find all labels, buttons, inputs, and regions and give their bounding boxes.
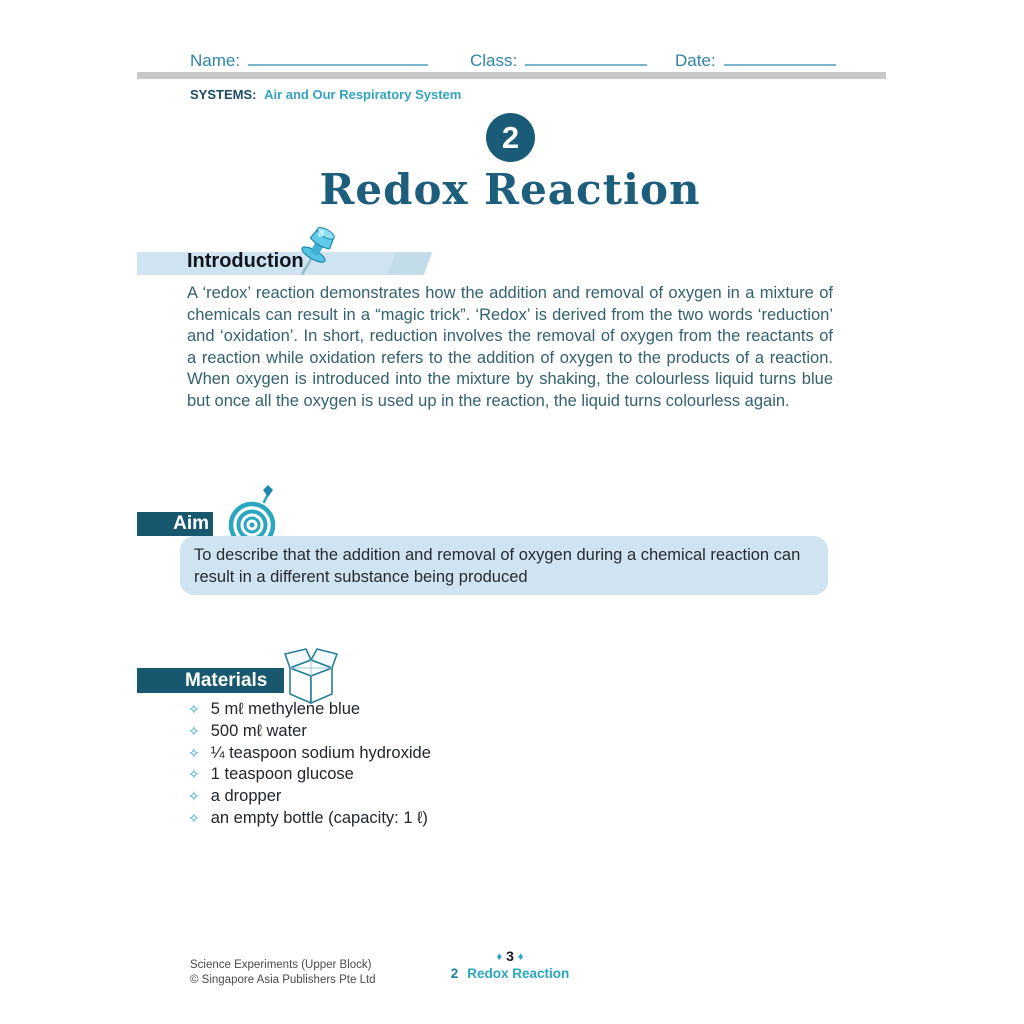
diamond-bullet-icon: ✧ xyxy=(188,809,200,826)
strand-prefix: SYSTEMS: xyxy=(190,87,257,102)
diamond-bullet-icon: ✧ xyxy=(188,788,200,805)
material-text: a dropper xyxy=(210,787,282,806)
materials-list xyxy=(188,699,431,830)
footer-chapter-title: Redox Reaction xyxy=(467,966,570,981)
list-item xyxy=(188,764,431,786)
page-title: Redox Reaction xyxy=(319,165,701,214)
name-field xyxy=(190,51,428,71)
series-title: Science Experiments (Upper Block) xyxy=(190,959,372,971)
diamond-bullet-icon: ✧ xyxy=(188,701,200,717)
name-label: Name: xyxy=(190,51,241,70)
header-divider-bar xyxy=(137,72,886,79)
strand-line xyxy=(190,87,461,102)
pushpin-icon xyxy=(282,217,348,287)
imprint xyxy=(190,958,376,987)
diamond-icon: ♦ xyxy=(496,951,503,963)
material-text: an empty bottle (capacity: 1 ℓ) xyxy=(210,808,428,827)
class-field xyxy=(470,51,647,71)
diamond-bullet-icon: ✧ xyxy=(188,744,200,761)
class-blank-line xyxy=(525,53,647,66)
materials-header-bar: Materials xyxy=(137,668,284,693)
material-text: 5 mℓ methylene blue xyxy=(210,700,361,718)
footer-chapter-number: 2 xyxy=(450,966,459,981)
material-text: 1 teaspoon glucose xyxy=(210,765,354,784)
page-number: 3 xyxy=(506,948,514,964)
date-blank-line xyxy=(724,53,836,66)
list-item xyxy=(188,699,431,721)
introduction-paragraph: A ‘redox’ reaction demonstrates how the addition and removal of oxygen in a mixture of chemicals can result in a “magic trick”. ‘Redox’ is derived from the two words ‘reduction’ and ‘oxidation’. In short, reduction involves the removal of oxygen from the reactants of a reaction while oxidation refers to the addition of oxygen to the products of a reaction. When oxygen is introduced into the mixture by shaking, the colourless liquid turns blue but once all the oxygen is used up in the reaction, the liquid turns colourless again. xyxy=(187,284,833,410)
footer-chapter-row xyxy=(410,966,610,981)
introduction-heading: Introduction xyxy=(187,250,304,272)
date-field xyxy=(675,51,836,71)
list-item xyxy=(188,721,431,743)
strand-topic: Air and Our Respiratory System xyxy=(264,87,462,102)
list-item xyxy=(188,743,431,765)
list-item xyxy=(188,808,431,830)
material-text: 500 mℓ water xyxy=(210,721,307,740)
name-blank-line xyxy=(248,53,428,66)
footer-center xyxy=(410,948,610,981)
date-label: Date: xyxy=(675,51,716,70)
aim-header-bar: Aim xyxy=(137,512,213,536)
material-text: ¼ teaspoon sodium hydroxide xyxy=(210,743,431,762)
diamond-bullet-icon: ✧ xyxy=(188,722,200,739)
introduction-header-bar-tail xyxy=(388,252,432,275)
copyright-line: © Singapore Asia Publishers Pte Ltd xyxy=(190,973,376,986)
page-number-row xyxy=(410,948,610,964)
aim-statement-box: To describe that the addition and removal of oxygen during a chemical reaction can result in a different substance being produced xyxy=(180,536,828,595)
chapter-number-badge: 2 xyxy=(486,113,535,162)
diamond-bullet-icon: ✧ xyxy=(188,766,200,783)
diamond-icon: ♦ xyxy=(517,951,524,963)
class-label: Class: xyxy=(470,51,518,70)
list-item xyxy=(188,786,431,808)
